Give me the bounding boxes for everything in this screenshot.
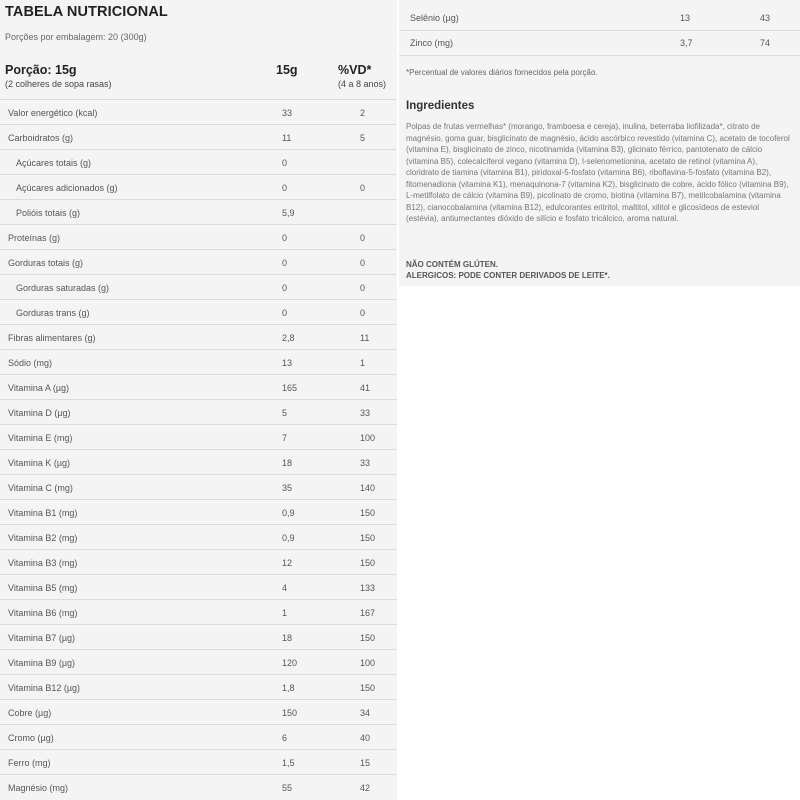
nutrient-label: Gorduras saturadas (g) xyxy=(16,283,110,293)
nutrient-label: Vitamina B12 (µg) xyxy=(8,683,81,693)
table-row xyxy=(0,549,397,574)
amount-value: 1 xyxy=(282,608,288,618)
table-row xyxy=(0,249,397,274)
table-row xyxy=(0,274,397,299)
table-row xyxy=(0,374,397,399)
amount-value: 18 xyxy=(282,633,293,643)
table-row xyxy=(0,699,397,724)
nutrition-table-panel xyxy=(0,0,397,800)
table-row xyxy=(0,624,397,649)
vd-value: 40 xyxy=(360,733,371,743)
amount-value: 1,8 xyxy=(282,683,295,693)
vd-value: 74 xyxy=(760,38,771,48)
nutrient-label: Zinco (mg) xyxy=(410,38,454,48)
table-row xyxy=(0,199,397,224)
vd-column-subheader: (4 a 8 anos) xyxy=(338,79,387,89)
nutrient-label: Vitamina K (µg) xyxy=(8,458,71,468)
table-row xyxy=(399,6,800,31)
portion-header: Porção: 15g xyxy=(5,63,77,77)
table-title: TABELA NUTRICIONAL xyxy=(5,4,168,20)
vd-value: 100 xyxy=(360,433,376,443)
amount-value: 13 xyxy=(282,358,293,368)
table-row xyxy=(0,99,397,124)
vd-value: 150 xyxy=(360,508,376,518)
nutrient-label: Selênio (µg) xyxy=(410,13,459,23)
amount-value: 11 xyxy=(282,133,292,143)
nutrient-label: Açúcares adicionados (g) xyxy=(16,183,118,193)
nutrient-label: Gorduras totais (g) xyxy=(8,258,84,268)
amount-value: 0,9 xyxy=(282,508,295,518)
amount-value: 0 xyxy=(282,283,288,293)
amount-value: 18 xyxy=(282,458,293,468)
vd-value: 33 xyxy=(360,408,371,418)
vd-value: 43 xyxy=(760,13,771,23)
vd-value: 33 xyxy=(360,458,371,468)
nutrient-label: Magnésio (mg) xyxy=(8,783,69,793)
allergen-notice: ALERGICOS: PODE CONTER DERIVADOS DE LEITE*. xyxy=(406,271,610,280)
nutrient-label: Vitamina B5 (mg) xyxy=(8,583,78,593)
table-row xyxy=(0,149,397,174)
amount-value: 0 xyxy=(282,258,288,268)
nutrient-label: Açúcares totais (g) xyxy=(16,158,92,168)
nutrient-label: Vitamina B2 (mg) xyxy=(8,533,78,543)
table-row xyxy=(0,424,397,449)
table-row xyxy=(0,774,397,799)
table-header xyxy=(0,63,397,99)
vd-value: 167 xyxy=(360,608,376,618)
amount-value: 1,5 xyxy=(282,758,295,768)
vd-value: 0 xyxy=(360,308,366,318)
vd-value: 15 xyxy=(360,758,371,768)
vd-value: 150 xyxy=(360,558,376,568)
vd-value: 5 xyxy=(360,133,366,143)
nutrient-label: Cromo (µg) xyxy=(8,733,54,743)
amount-value: 5,9 xyxy=(282,208,295,218)
table-row xyxy=(0,324,397,349)
nutrient-label: Vitamina B3 (mg) xyxy=(8,558,78,568)
nutrient-label: Vitamina B1 (mg) xyxy=(8,508,78,518)
vd-value: 0 xyxy=(360,283,366,293)
vd-value: 34 xyxy=(360,708,371,718)
vd-column-header: %VD* xyxy=(338,63,372,77)
nutrient-label: Vitamina D (µg) xyxy=(8,408,71,418)
amount-value: 0 xyxy=(282,183,288,193)
table-row xyxy=(0,599,397,624)
vd-value: 150 xyxy=(360,633,376,643)
amount-value: 35 xyxy=(282,483,293,493)
servings-per-package: Porções por embalagem: 20 (300g) xyxy=(5,32,147,42)
table-row xyxy=(0,474,397,499)
gluten-notice: NÃO CONTÉM GLÚTEN. xyxy=(406,260,498,269)
nutrient-label: Vitamina A (µg) xyxy=(8,383,70,393)
amount-value: 55 xyxy=(282,783,293,793)
vd-value: 150 xyxy=(360,683,376,693)
table-row xyxy=(0,124,397,149)
table-row xyxy=(0,724,397,749)
nutrient-label: Vitamina B7 (µg) xyxy=(8,633,76,643)
amount-value: 150 xyxy=(282,708,298,718)
table-row xyxy=(399,31,800,56)
amount-value: 3,7 xyxy=(680,38,693,48)
vd-value: 0 xyxy=(360,183,366,193)
nutrient-label: Vitamina B9 (µg) xyxy=(8,658,76,668)
vd-value: 2 xyxy=(360,108,366,118)
ingredients-title: Ingredientes xyxy=(406,100,475,112)
amount-value: 120 xyxy=(282,658,298,668)
amount-value: 12 xyxy=(282,558,293,568)
amount-value: 0,9 xyxy=(282,533,295,543)
nutrient-label: Vitamina C (mg) xyxy=(8,483,73,493)
nutrition-rows xyxy=(0,99,397,799)
nutrient-label: Cobre (µg) xyxy=(8,708,52,718)
table-row xyxy=(0,299,397,324)
table-row xyxy=(0,499,397,524)
amount-value: 7 xyxy=(282,433,288,443)
nutrient-label: Ferro (mg) xyxy=(8,758,51,768)
table-row xyxy=(0,449,397,474)
table-row xyxy=(0,649,397,674)
table-row xyxy=(0,524,397,549)
nutrient-label: Fibras alimentares (g) xyxy=(8,333,96,343)
nutrient-label: Proteínas (g) xyxy=(8,233,61,243)
vd-value: 11 xyxy=(360,333,370,343)
table-row xyxy=(0,399,397,424)
portion-subheader: (2 colheres de sopa rasas) xyxy=(5,79,112,89)
nutrient-label: Gorduras trans (g) xyxy=(16,308,90,318)
table-row xyxy=(0,674,397,699)
amount-value: 0 xyxy=(282,158,288,168)
table-row xyxy=(0,749,397,774)
continued-nutrition-rows xyxy=(399,6,800,56)
nutrient-label: Polióis totais (g) xyxy=(16,208,81,218)
amount-column-header: 15g xyxy=(276,63,298,77)
nutrient-label: Sódio (mg) xyxy=(8,358,53,368)
amount-value: 6 xyxy=(282,733,288,743)
table-row xyxy=(0,174,397,199)
nutrient-label: Carboidratos (g) xyxy=(8,133,74,143)
table-row xyxy=(0,224,397,249)
amount-value: 0 xyxy=(282,233,288,243)
amount-value: 2,8 xyxy=(282,333,295,343)
nutrient-label: Valor energético (kcal) xyxy=(8,108,98,118)
ingredients-text: Polpas de frutas vermelhas* (morango, framboesa e cereja), inulina, beterraba liofilizada*, citrato de magnésio, goma guar, bisglicinato de magnésio, ácido ascórbico revestido (vitamina C), acetato de tocoferol (vitamina E), bisglicinato de zinco, nicotinamida (vitamina B3), glicinato férrico, pantotenato de cálcio (vitamina B5), colecalciferol vegano (vitamina D), l-selenometionina, acetato de retinol (vitamina A), cloridrato de tiamina (vitamina B1), piridoxal-5-fosfato (vitamina B6), riboflavina-5-fosfato (vitamina B2), fitomenadiona (vitamina K1), menaquinona-7 (vitamina K2), bisglicinato de cobre, ácido fólico (vitamina B9), L-metilfolato de cálcio (vitamina B9), picolinato de cromo, biotina (vitamina B7), metilcobalamina (vitamina B12), cianocobalamina (vitamina B12), edulcorantes eritritol, maltitol, xilitol e glicosídeos de esteviol (estévia), antiumectantes dióxido de silício e fosfato tricálcico, aroma natural. xyxy=(406,122,790,223)
vd-value: 133 xyxy=(360,583,376,593)
vd-value: 42 xyxy=(360,783,371,793)
amount-value: 0 xyxy=(282,308,288,318)
vd-value: 41 xyxy=(360,383,371,393)
amount-value: 5 xyxy=(282,408,288,418)
vd-value: 0 xyxy=(360,258,366,268)
nutrient-label: Vitamina E (mg) xyxy=(8,433,73,443)
amount-value: 165 xyxy=(282,383,298,393)
amount-value: 33 xyxy=(282,108,293,118)
table-row xyxy=(0,349,397,374)
vd-value: 0 xyxy=(360,233,366,243)
amount-value: 13 xyxy=(680,13,691,23)
vd-value: 1 xyxy=(360,358,366,368)
footnote: *Percentual de valores diários fornecidos pela porção. xyxy=(406,68,598,77)
table-row xyxy=(0,574,397,599)
vd-value: 100 xyxy=(360,658,376,668)
vd-value: 140 xyxy=(360,483,376,493)
nutrient-label: Vitamina B6 (mg) xyxy=(8,608,78,618)
vd-value: 150 xyxy=(360,533,376,543)
amount-value: 4 xyxy=(282,583,288,593)
